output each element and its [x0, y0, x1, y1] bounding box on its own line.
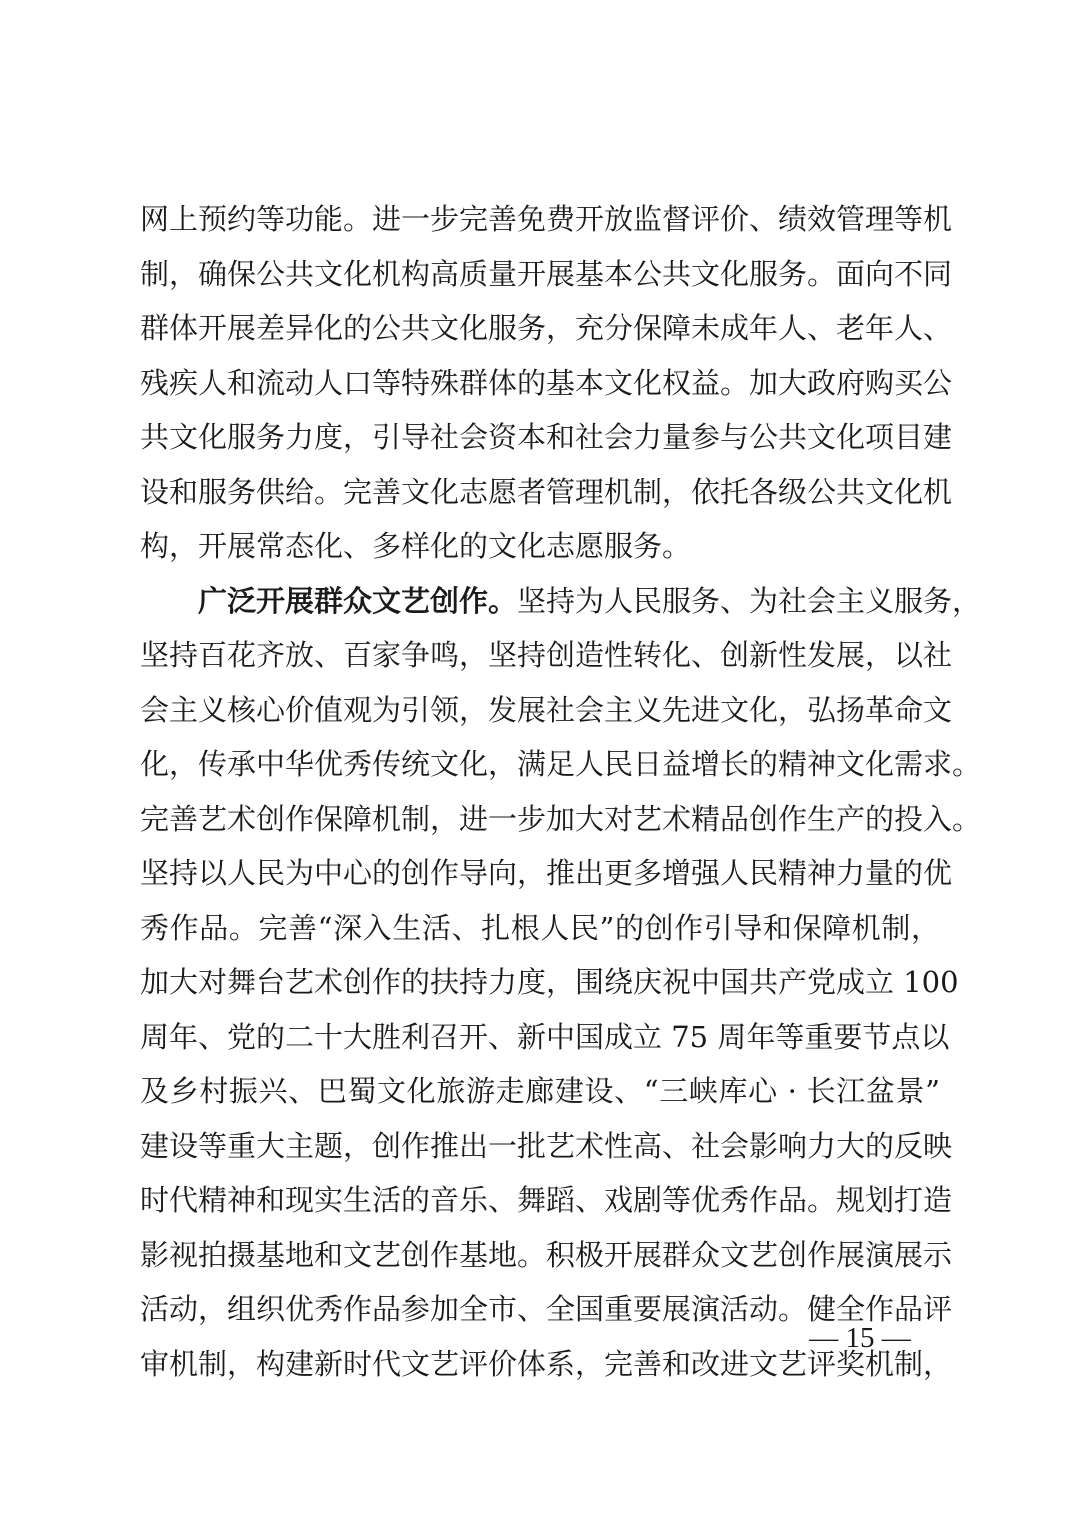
text-line: 秀作品。完善“深入生活、扎根人民”的创作引导和保障机制，	[140, 910, 940, 945]
page-number: — 15 —	[809, 1322, 911, 1354]
text-line: 及乡村振兴、巴蜀文化旅游走廊建设、“三峡库心 · 长江盆景”	[140, 1074, 940, 1108]
text-line: 完善艺术创作保障机制，进一步加大对艺术精品创作生产的投入。	[140, 801, 982, 836]
text-line: 加大对舞台艺术创作的扶持力度，围绕庆祝中国共产党成立 100	[140, 965, 959, 999]
text-line: 坚持百花齐放、百家争鸣，坚持创造性转化、创新性发展，以社	[140, 638, 953, 672]
text-line: 坚持以人民为中心的创作导向，推出更多增强人民精神力量的优	[140, 856, 953, 890]
text-line: 时代精神和现实生活的音乐、舞蹈、戏剧等优秀作品。规划打造	[140, 1183, 953, 1217]
text-line: 制，确保公共文化机构高质量开展基本公共文化服务。面向不同	[140, 256, 953, 291]
text-line: 活动，组织优秀作品参加全市、全国重要展演活动。健全作品评	[140, 1292, 953, 1326]
text-line: 残疾人和流动人口等特殊群体的基本文化权益。加大政府购买公	[140, 365, 953, 400]
text-line: 群体开展差异化的公共文化服务，充分保障未成年人、老年人、	[140, 311, 953, 345]
text-line: 会主义核心价值观为引领，发展社会主义先进文化，弘扬革命文	[140, 692, 953, 727]
text-line: 设和服务供给。完善文化志愿者管理机制，依托各级公共文化机	[140, 474, 953, 509]
section-heading: 广泛开展群众文艺创作。	[198, 583, 518, 618]
text-line: 构，开展常态化、多样化的文化志愿服务。	[140, 529, 692, 563]
text-line: 周年、党的二十大胜利召开、新中国成立 75 周年等重要节点以	[140, 1019, 950, 1054]
text-line: 审机制，构建新时代文艺评价体系，完善和改进文艺评奖机制，	[140, 1346, 953, 1381]
paragraph-first-line	[140, 574, 982, 629]
body-text	[140, 192, 982, 1391]
text-line: 建设等重大主题，创作推出一批艺术性高、社会影响力大的反映	[140, 1128, 953, 1163]
text-line: 化，传承中华优秀传统文化，满足人民日益增长的精神文化需求。	[140, 747, 982, 781]
text-line: 网上预约等功能。进一步完善免费开放监督评价、绩效管理等机	[140, 202, 953, 236]
text-span: 坚持为人民服务、为社会主义服务，	[517, 583, 982, 618]
text-line: 共文化服务力度，引导社会资本和社会力量参与公共文化项目建	[140, 420, 953, 454]
text-line: 影视拍摄基地和文艺创作基地。积极开展群众文艺创作展演展示	[140, 1237, 953, 1272]
